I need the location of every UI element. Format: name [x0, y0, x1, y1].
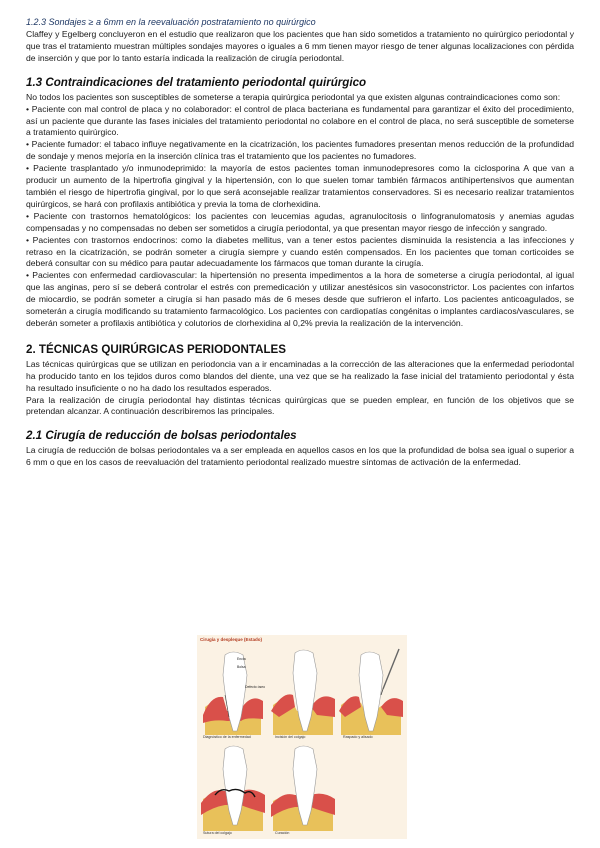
caption-5: Curación: [275, 831, 290, 835]
section-2-1-text: La cirugía de reducción de bolsas periodontales va a ser empleada en aquellos casos en los que la profundidad de bolsa sea igual o superior a 6 mm o que en los casos de reevaluación del tratamiento periodontal realizado muestre síntomas de activación de la enfermedad.: [26, 445, 574, 468]
panel-incision-illustration: [271, 645, 335, 735]
section-2-paragraph-2: Para la realización de cirugía periodontal hay distintas técnicas quirúrgicas que se pueden emplear, en función de los objetivos que se pretendan alcanzar. A continuación describiremos las principales.: [26, 394, 574, 417]
document-page: [26, 17, 574, 469]
caption-2: Incisión del colgajo: [275, 735, 306, 739]
panel-diagnosis-illustration: [201, 645, 265, 735]
section-2-1-heading: 2.1 Cirugía de reducción de bolsas periodontales: [26, 429, 297, 443]
bullet-cardiovascular: • Pacientes con enfermedad cardiovascular: la hipertensión no presenta impedimentos a la hora de someterse a cirugía periodontal, al igual que las anginas, pero sí se deberá controlar el estrés con premedicación y utilizar anestésicos sin vasoconstrictor. Los pacientes con infartos de miocardio, se podrán someter a cirugía si han pasado más de 6 meses desde que sufrieron el infarto. Los pacientes anticoagulados, se someterán a cirugía modificando su tratamiento farmacológico. Los pacientes con cardiopatías congénitas o implantes cardiacos/vasculares, se deberán someter a profilaxis antibiótica y colutorios de clorhexidina al 0,2% previa la realización de la intervención.: [26, 270, 574, 328]
figure-title: Cirugía y despleque (Estado): [200, 637, 263, 642]
bullet-placa: • Paciente con mal control de placa y no colaborador: el control de placa bacteriana es fundamental para garantizar el éxito del procedimiento, así un paciente que durante las fases iniciales del tratamiento periodontal no colabore en el control de placa, no será susceptible de someterse a tratamiento quirúrgico.: [26, 103, 574, 138]
panel-scaling-illustration: [339, 645, 405, 735]
section-1-3-heading: 1.3 Contraindicaciones del tratamiento periodontal quirúrgico: [26, 75, 367, 89]
bullet-fumador: • Paciente fumador: el tabaco influye negativamente en la cicatrización, los pacientes fumadores presentan menos reducción de la profundidad de sondaje y menos mejoría en la inserción clínica tras el tratamiento que los pacientes no fumadores.: [26, 139, 574, 162]
section-1-3-intro: No todos los pacientes son susceptibles de someterse a terapia quirúrgica periodontal ya que existen algunas contraindicaciones como son:: [26, 91, 561, 102]
periodontal-surgery-figure: [197, 635, 407, 839]
bullet-hematologicos: • Paciente con trastornos hematológicos: los pacientes con leucemias agudas, agranulocitosis o linfogranulomatosis y anemias agudas compensadas y no compensadas no deben ser sometidos a cirugía periodontal, ya que presentan mayor riesgo de infección y sangrado.: [26, 210, 574, 233]
section-2-paragraph-1: Las técnicas quirúrgicas que se utilizan en periodoncia van a ir encaminadas a la corrección de las alteraciones que la enfermedad periodontal ha producido tanto en los tejidos duros como blandos del diente, una vez que se ha realizado la fase inicial del tratamiento periodontal y ésta ha resultado insuficiente o no ha dado los resultados esperados.: [26, 358, 574, 393]
bullet-trasplantado: • Paciente trasplantado y/o inmunodeprimido: la mayoría de estos pacientes toman inmunodepresores como la ciclosporina A que van a producir un aumento de la hipertrofia gingival y la hipertensión, con lo que suelen tomar también fármacos antihipertensivos que aumentan también el riesgo de hipertrofia gingival, por lo que será aconsejable realizar tratamientos conservadores. Si es necesario realizar tratamientos quirúrgicos, se hará con profilaxis antibiótica y previa la toma de clorhexidina.: [26, 163, 574, 209]
caption-3: Raspado y alisado: [343, 735, 373, 739]
panel-healing-illustration: [271, 743, 335, 831]
caption-4: Sutura del colgajo: [203, 831, 232, 835]
caption-1: Diagnóstico de la enfermedad: [203, 735, 251, 739]
section-1-2-3-heading: 1.2.3 Sondajes ≥ a 6mm en la reevaluación postratamiento no quirúrgico: [26, 17, 316, 27]
panel-suture-illustration: [201, 743, 265, 831]
bullet-endocrinos: • Pacientes con trastornos endocrinos: como la diabetes mellitus, van a tener estos pacientes disminuida la resistencia a las infecciones y retraso en la cicatrización, se podrán someter a cirugía siempre y cuando estén compensados. En los pacientes que toman corticoides se deberá consultar con su médico para pautar adecuadamente los fármacos que toman durante la cirugía.: [26, 234, 574, 269]
label-pocket: Bolsa: [237, 665, 246, 669]
section-2-heading: 2. TÉCNICAS QUIRÚRGICAS PERIODONTALES: [26, 342, 287, 356]
label-gum: Encía: [237, 657, 246, 661]
label-bone-defect: Defecto óseo: [245, 685, 265, 689]
section-1-2-3-text: Claffey y Egelberg concluyeron en el estudio que realizaron que los pacientes que han sido sometidos a tratamiento no quirúrgico periodontal y que tras el tratamiento muestran múltiples sondajes mayores o iguales a 6 mm tienen mayor riesgo de tener algunas localizaciones con pérdida de inserción y que por lo tanto estaría indicada la realización de cirugía periodontal.: [26, 29, 574, 63]
